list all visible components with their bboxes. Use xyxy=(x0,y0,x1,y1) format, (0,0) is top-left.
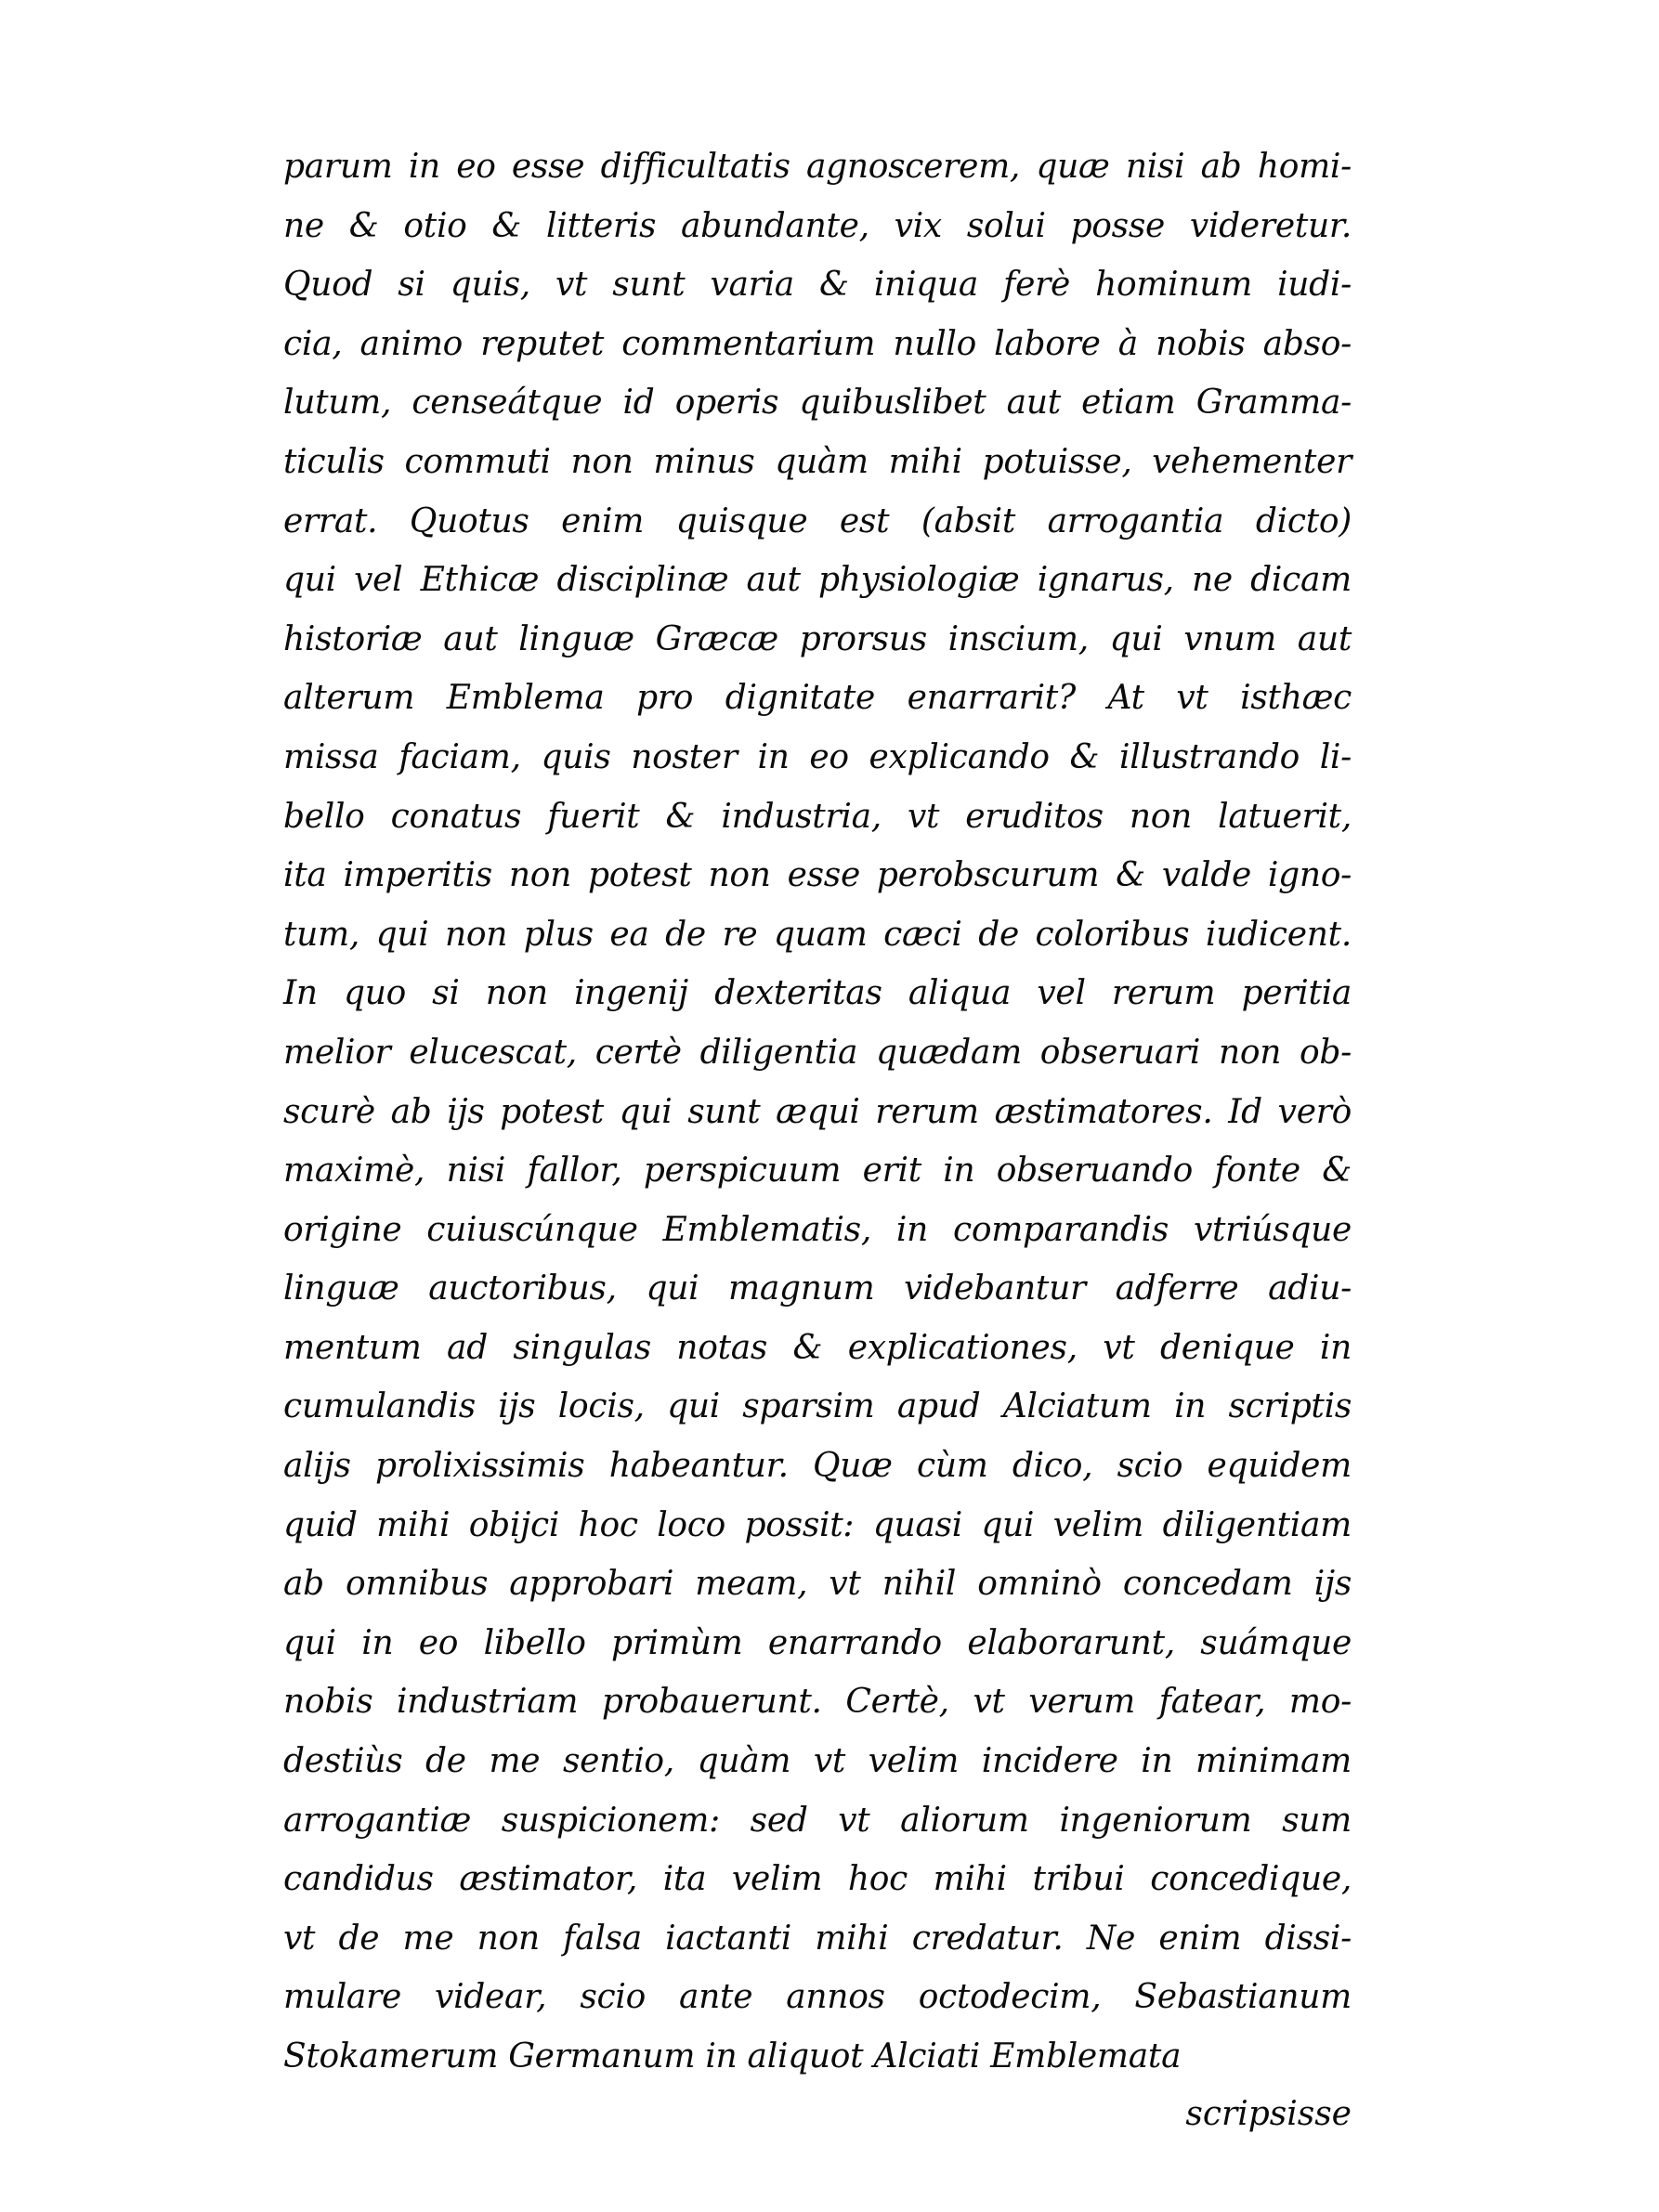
text-line: quid mihi obijci hoc loco possit: quasi qui velim diligentiam xyxy=(283,1505,1352,1544)
text-line: tum, qui non plus ea de re quam cæci de coloribus iudicent. xyxy=(283,915,1352,954)
text-line: alterum Emblema pro dignitate enarrarit? At vt isthæc xyxy=(283,679,1352,718)
text-line: cia, animo reputet commentarium nullo labore à nobis abso- xyxy=(283,324,1352,363)
text-line: parum in eo esse difficultatis agnoscerem, quæ nisi ab homi- xyxy=(283,148,1352,186)
text-line: ne & otio & litteris abundante, vix solui posse videretur. xyxy=(283,206,1352,245)
text-line: nobis industriam probauerunt. Certè, vt verum fatear, mo- xyxy=(283,1683,1352,1722)
text-line: ita imperitis non potest non esse perobscurum & valde igno- xyxy=(283,856,1352,895)
text-line: ticulis commuti non minus quàm mihi potuisse, vehementer xyxy=(283,442,1352,481)
text-line: cumulandis ijs locis, qui sparsim apud Alciatum in scriptis xyxy=(283,1387,1352,1426)
text-line: historiæ aut linguæ Græcæ prorsus inscium, qui vnum aut xyxy=(283,619,1352,658)
text-line: linguæ auctoribus, qui magnum videbantur adferre adiu- xyxy=(283,1269,1352,1308)
text-line: bello conatus fuerit & industria, vt eruditos non latuerit, xyxy=(283,797,1352,836)
text-line: origine cuiuscúnque Emblematis, in comparandis vtriúsque xyxy=(283,1210,1352,1249)
text-line: missa faciam, quis noster in eo explicando & illustrando li- xyxy=(283,737,1352,776)
text-line: Stokamerum Germanum in aliquot Alciati Emblemata xyxy=(283,2037,1182,2075)
text-line: alijs prolixissimis habeantur. Quæ cùm dico, scio equidem xyxy=(283,1447,1352,1486)
text-line: vt de me non falsa iactanti mihi credatur. Ne enim dissi- xyxy=(283,1919,1352,1958)
text-line: melior elucescat, certè diligentia quædam obseruari non ob- xyxy=(283,1033,1352,1072)
text-line: mulare videar, scio ante annos octodecim, Sebastianum xyxy=(283,1978,1352,2017)
text-line: maximè, nisi fallor, perspicuum erit in obseruando fonte & xyxy=(283,1152,1352,1191)
text-line: ab omnibus approbari meam, vt nihil omninò concedam ijs xyxy=(283,1565,1352,1604)
text-line: Quod si quis, vt sunt varia & iniqua ferè hominum iudi- xyxy=(283,266,1352,305)
body-text xyxy=(283,137,1352,2087)
text-line: destiùs de me sentio, quàm vt velim incidere in minimam xyxy=(283,1742,1352,1781)
text-line: mentum ad singulas notas & explicationes, vt denique in xyxy=(283,1328,1352,1367)
catchword: scripsisse xyxy=(1185,2095,1352,2133)
text-line: qui vel Ethicæ disciplinæ aut physiologiæ ignarus, ne dicam xyxy=(283,561,1352,600)
text-line: arrogantiæ suspicionem: sed vt aliorum ingeniorum sum xyxy=(283,1801,1352,1840)
text-line: candidus æstimator, ita velim hoc mihi tribui concedique, xyxy=(283,1860,1352,1899)
text-line: lutum, censeátque id operis quibuslibet aut etiam Gramma- xyxy=(283,384,1352,423)
text-line: errat. Quotus enim quisque est (absit arrogantia dicto) xyxy=(283,501,1352,540)
text-line: qui in eo libello primùm enarrando elaborarunt, suámque xyxy=(283,1623,1352,1662)
text-line: scurè ab ijs potest qui sunt æqui rerum æstimatores. Id verò xyxy=(283,1092,1352,1131)
text-line: In quo si non ingenij dexteritas aliqua vel rerum peritia xyxy=(283,974,1352,1013)
